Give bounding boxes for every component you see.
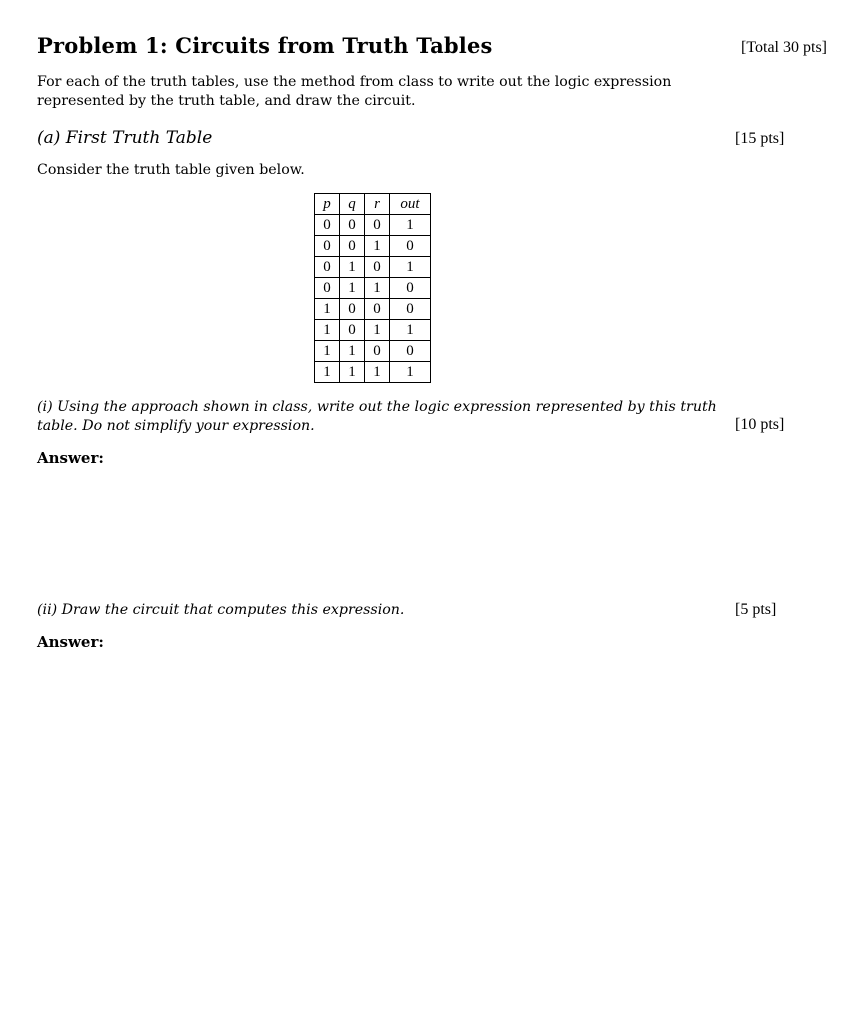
part-a-heading: (a) First Truth Table — [37, 128, 213, 148]
part-i-points: [10 pts] — [735, 416, 785, 433]
truth-table-header-row — [315, 194, 431, 215]
part-i-question: (i) Using the approach shown in class, write out the logic expression represented by this truth table. Do not simplify your expression. — [37, 399, 717, 434]
table-row — [315, 320, 431, 341]
table-cell: 1 — [365, 278, 390, 299]
table-cell: 1 — [365, 320, 390, 341]
table-cell: 1 — [315, 320, 340, 341]
table-cell: 0 — [315, 257, 340, 278]
table-cell: 0 — [390, 341, 431, 362]
column-header-p: p — [315, 194, 340, 215]
table-row — [315, 299, 431, 320]
part-ii-points: [5 pts] — [735, 601, 777, 618]
table-cell: 0 — [340, 299, 365, 320]
column-header-r: r — [365, 194, 390, 215]
table-cell: 1 — [315, 299, 340, 320]
total-points: [Total 30 pts] — [741, 39, 827, 56]
table-cell: 1 — [365, 236, 390, 257]
table-cell: 1 — [365, 362, 390, 383]
table-cell: 0 — [315, 236, 340, 257]
table-cell: 0 — [365, 341, 390, 362]
table-cell: 0 — [315, 215, 340, 236]
table-cell: 1 — [340, 278, 365, 299]
table-cell: 0 — [340, 215, 365, 236]
table-row — [315, 236, 431, 257]
table-row — [315, 341, 431, 362]
table-cell: 1 — [340, 257, 365, 278]
table-cell: 1 — [315, 341, 340, 362]
table-cell: 0 — [365, 215, 390, 236]
table-row — [315, 257, 431, 278]
table-cell: 0 — [390, 236, 431, 257]
table-cell: 0 — [365, 257, 390, 278]
problem-intro: For each of the truth tables, use the method from class to write out the logic expression represented by the truth table, and draw the circuit. — [37, 74, 672, 109]
table-cell: 0 — [390, 299, 431, 320]
truth-table — [314, 193, 431, 383]
part-i-answer-label: Answer: — [37, 449, 104, 467]
part-ii-answer-label: Answer: — [37, 633, 104, 651]
table-cell: 0 — [365, 299, 390, 320]
table-cell: 0 — [315, 278, 340, 299]
problem-title: Problem 1: Circuits from Truth Tables — [37, 33, 493, 58]
table-cell: 1 — [390, 320, 431, 341]
table-cell: 1 — [390, 362, 431, 383]
table-cell: 1 — [340, 341, 365, 362]
table-cell: 1 — [315, 362, 340, 383]
part-a-points: [15 pts] — [735, 130, 785, 147]
table-cell: 1 — [390, 215, 431, 236]
table-cell: 0 — [340, 320, 365, 341]
column-header-q: q — [340, 194, 365, 215]
column-header-out: out — [390, 194, 431, 215]
part-a-intro: Consider the truth table given below. — [37, 162, 305, 178]
table-row — [315, 215, 431, 236]
part-ii-question: (ii) Draw the circuit that computes this expression. — [37, 602, 405, 618]
table-row — [315, 362, 431, 383]
table-cell: 1 — [390, 257, 431, 278]
table-row — [315, 278, 431, 299]
table-cell: 0 — [390, 278, 431, 299]
table-cell: 1 — [340, 362, 365, 383]
table-cell: 0 — [340, 236, 365, 257]
